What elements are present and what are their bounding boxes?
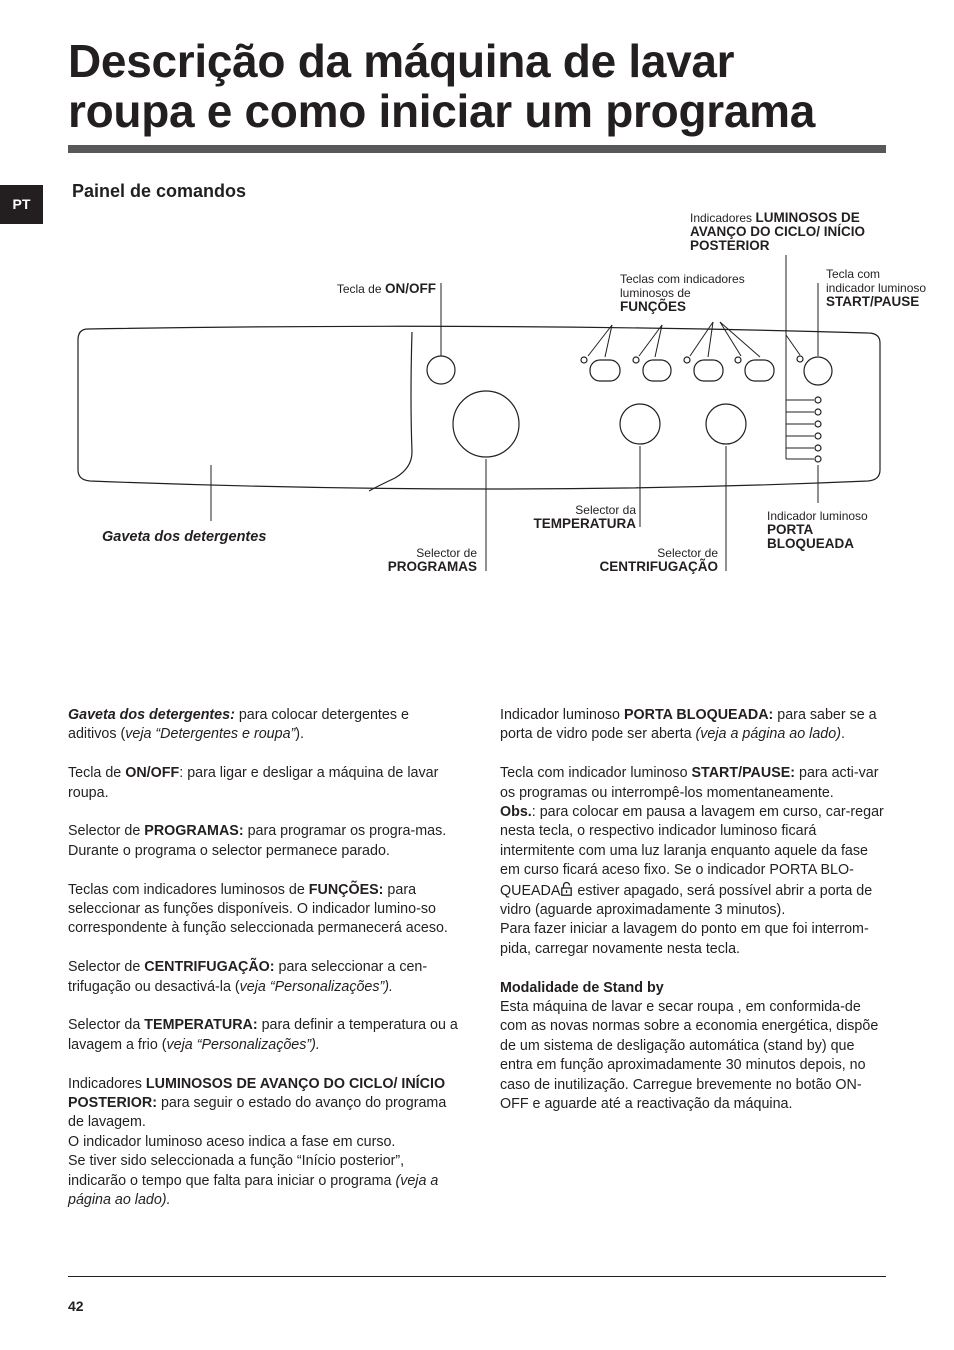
phase-led-4 xyxy=(815,433,821,439)
onoff-button-shape xyxy=(427,356,455,384)
page-title xyxy=(68,36,908,136)
spin-knob-shape xyxy=(706,404,746,444)
para-porta-bloqueada: Indicador luminoso PORTA BLOQUEADA: para saber se a porta de vidro pode ser aberta (veja a página ao lado). xyxy=(500,707,877,743)
phase-led-5 xyxy=(815,445,821,451)
label-avanco: Indicadores LUMINOSOS DE AVANÇO DO CICLO/ INÍCIO POSTERIOR xyxy=(690,210,865,253)
function-led-2 xyxy=(633,357,639,363)
title-rule xyxy=(68,145,886,153)
left-column xyxy=(68,706,458,1230)
page-number: 42 xyxy=(68,1298,84,1314)
label-temperatura: Selector da TEMPERATURA xyxy=(533,503,636,531)
language-tab: PT xyxy=(0,185,43,224)
function-led-1 xyxy=(581,357,587,363)
door-locked-led xyxy=(815,456,821,462)
panel-outline xyxy=(78,326,880,489)
phase-led-2 xyxy=(815,409,821,415)
label-centrifugacao: Selector de CENTRIFUGAÇÃO xyxy=(599,546,718,574)
label-gaveta: Gaveta dos detergentes xyxy=(102,529,267,545)
para-onoff: Tecla de ON/OFF: para ligar e desligar a máquina de lavar roupa. xyxy=(68,765,439,801)
page-title-line-2: roupa e como iniciar um programa xyxy=(68,85,816,137)
lock-icon xyxy=(561,881,572,896)
para-temperatura: Selector da TEMPERATURA: para definir a temperatura ou a lavagem a frio (veja “Personalizações”). xyxy=(68,1017,458,1053)
para-start-pause: Tecla com indicador luminoso START/PAUSE: para acti-var os programas ou interrompê-los momentaneamente. Obs.: para colocar em pausa a lavagem em curso, car-regar nesta tecla, o respectivo indicador luminoso ficará intermitente com uma luz laranja enquanto aquele da fase em curso ficará aceso fixo. Se o indicador PORTA BLO-QUEADA estiver apagado, será possível abrir a porta de vidro (aguarde aproximadamente 3 minutos). Para fazer iniciar a lavagem do ponto em que foi interrom-pida, carregar novamente nesta tecla. xyxy=(500,765,884,957)
function-button-2 xyxy=(643,360,671,381)
label-onoff: Tecla de ON/OFF xyxy=(336,281,436,296)
start-pause-led xyxy=(797,356,803,362)
para-funcoes: Teclas com indicadores luminosos de FUNÇÕES: para seleccionar as funções disponíveis. O indicador lumino-so correspondente à função seleccionada permanecerá aceso. xyxy=(68,881,448,937)
bottom-rule xyxy=(68,1276,886,1277)
temperature-knob-shape xyxy=(620,404,660,444)
para-standby: Modalidade de Stand by Esta máquina de lavar e secar roupa , em conformida-de com as novas normas sobre a economia energética, dispõe de um sistema de desligação automática (stand by) que entra em função aproximadamente 30 minutos depois, no caso de inutilização. Carregue brevemente no botão ON-OFF e aguarde até a reactivação da máquina. xyxy=(500,979,879,1113)
function-button-1 xyxy=(590,360,620,381)
page-title-line-1: Descrição da máquina de lavar xyxy=(68,35,735,87)
para-avanco: Indicadores LUMINOSOS DE AVANÇO DO CICLO/ INÍCIO POSTERIOR: para seguir o estado do avanço do programa de lavagem. O indicador luminoso aceso indica a fase em curso. Se tiver sido seleccionada a função “Início posterior”, indicarão o tempo que falta para iniciar o programa (veja a página ao lado). xyxy=(68,1075,447,1209)
phase-led-3 xyxy=(815,421,821,427)
start-pause-button-shape xyxy=(804,357,832,385)
label-porta-bloqueada: Indicador luminoso PORTA BLOQUEADA xyxy=(767,509,868,551)
para-programas: Selector de PROGRAMAS: para programar os progra-mas. Durante o programa o selector permanece parado. xyxy=(68,823,447,859)
label-start-pause: Tecla com indicador luminoso START/PAUSE xyxy=(826,267,927,309)
phase-led-1 xyxy=(815,397,821,403)
label-programas: Selector de PROGRAMAS xyxy=(387,546,477,574)
right-column xyxy=(500,706,890,1134)
para-gaveta: Gaveta dos detergentes: para colocar detergentes e aditivos (veja “Detergentes e roupa”). xyxy=(68,707,409,743)
function-button-3 xyxy=(694,360,723,381)
function-button-4 xyxy=(745,360,774,381)
function-led-4 xyxy=(735,357,741,363)
function-led-3 xyxy=(684,357,690,363)
drawer-curve xyxy=(369,332,412,491)
programs-knob-shape xyxy=(453,391,519,457)
para-centrifugacao: Selector de CENTRIFUGAÇÃO: para seleccionar a cen-trifugação ou desactivá-la (veja “Personalizações”). xyxy=(68,959,428,995)
label-funcoes: Teclas com indicadores luminosos de FUNÇÕES xyxy=(620,272,745,314)
section-title: Painel de comandos xyxy=(72,181,247,201)
